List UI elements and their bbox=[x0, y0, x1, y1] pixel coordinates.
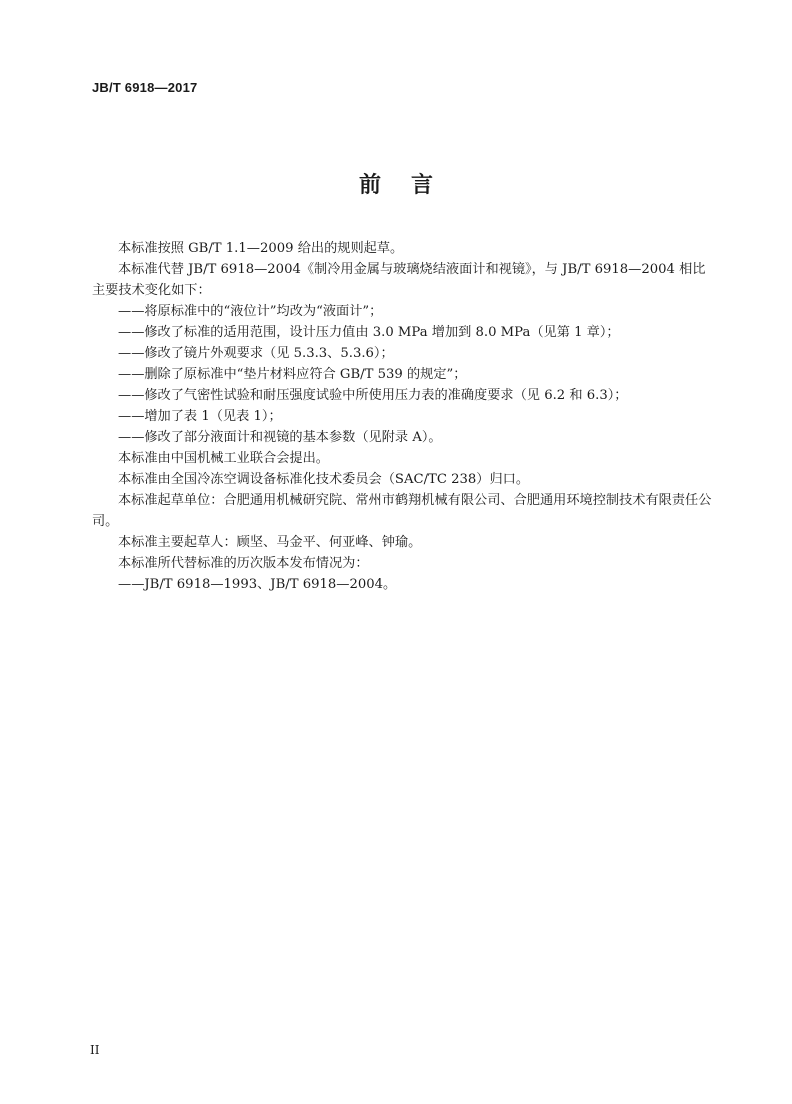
paragraph: 本标准代替 JB/T 6918—2004《制冷用金属与玻璃烧结液面计和视镜》，与 JB/T 6918—2004 相比主要技术变化如下： bbox=[92, 262, 706, 298]
change-item: ——修改了气密性试验和耐压强度试验中所使用压力表的准确度要求（见 6.2 和 6.3）； bbox=[118, 388, 628, 403]
paragraph: 本标准主要起草人：顾坚、马金平、何亚峰、钟瑜。 bbox=[118, 535, 422, 550]
change-item: ——增加了表 1（见表 1）； bbox=[118, 409, 282, 424]
paragraph: 本标准所代替标准的历次版本发布情况为： bbox=[118, 556, 369, 571]
change-item: ——修改了部分液面计和视镜的基本参数（见附录 A）。 bbox=[118, 430, 442, 445]
change-item: ——将原标准中的“液位计”均改为“液面计”； bbox=[118, 304, 383, 319]
standard-code: JB/T 6918—2017 bbox=[92, 80, 198, 95]
change-item: ——修改了标准的适用范围，设计压力值由 3.0 MPa 增加到 8.0 MPa（见第 1 章）； bbox=[118, 325, 620, 340]
foreword-body bbox=[92, 238, 718, 595]
page-number: II bbox=[90, 1043, 100, 1057]
paragraph: 本标准起草单位：合肥通用机械研究院、常州市鹤翔机械有限公司、合肥通用环境控制技术有限责任公司。 bbox=[92, 493, 712, 529]
paragraph: 本标准由全国冷冻空调设备标准化技术委员会（SAC/TC 238）归口。 bbox=[118, 472, 530, 487]
paragraph: 本标准由中国机械工业联合会提出。 bbox=[118, 451, 329, 466]
page-title: 前言 bbox=[358, 173, 463, 198]
change-item: ——JB/T 6918—1993、JB/T 6918—2004。 bbox=[118, 577, 397, 592]
change-item: ——修改了镜片外观要求（见 5.3.3、5.3.6）； bbox=[118, 346, 394, 361]
change-item: ——删除了原标准中“垫片材料应符合 GB/T 539 的规定”； bbox=[118, 367, 467, 382]
paragraph: 本标准按照 GB/T 1.1—2009 给出的规则起草。 bbox=[118, 241, 404, 256]
